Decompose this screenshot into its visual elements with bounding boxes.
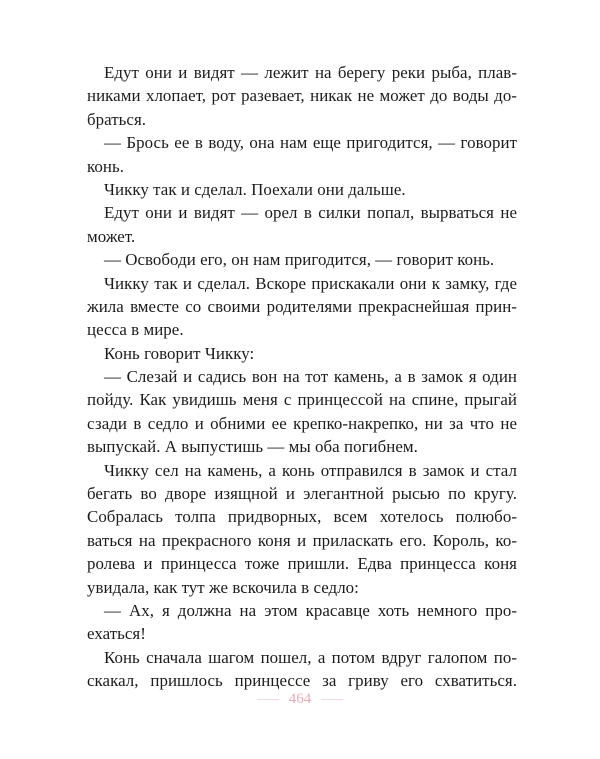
footer-rule-left [257,699,279,700]
text-line: может. [87,226,136,246]
text-line: — Освободи его, он нам пригодится, — говорит конь. [104,250,495,270]
paragraph [87,272,517,342]
text-line: жила вместе со своими родителями прекраснейшая прин- [87,296,517,316]
paragraph [87,646,517,693]
text-line: — Слезай и садись вон на тот камень, а в замок я один [104,367,517,387]
text-line: никами хлопает, рот разевает, никак не может до воды до- [87,86,517,106]
paragraph [87,178,517,201]
text-line: выпускай. А выпустишь — мы оба погибнем. [87,437,418,457]
text-line: ролева и принцесса тоже пришли. Едва принцесса коня [87,554,517,574]
text-line: Собралась толпа придворных, всем хотелось полюбо- [87,507,517,527]
text-line: Чикку так и сделал. Поехали они дальше. [104,179,406,199]
text-line: скакал, пришлось принцессе за гриву его схватиться. [87,671,517,691]
paragraph [87,131,517,178]
paragraph [87,599,517,646]
text-line: браться. [87,109,147,129]
text-line: — Брось ее в воду, она нам еще пригодится, — говорит [104,133,517,153]
text-line: сзади в седло и обними ее крепко-накрепко, ни за что не [87,413,517,433]
paragraph [87,201,517,248]
page-number: 464 [288,690,312,707]
text-line: Конь сначала шагом пошел, а потом вдруг галопом по- [104,647,517,667]
text-line: Конь говорит Чикку: [104,343,255,363]
text-line: бегать во дворе изящной и элегантной рысью по кругу. [87,484,517,504]
text-line: Едут они и видят — орел в силки попал, вырваться не [104,203,517,223]
text-line: — Ах, я должна на этом красавце хоть немного про- [104,600,517,620]
paragraph [87,61,517,131]
text-line: Чикку так и сделал. Вскоре прискакали они к замку, где [104,273,517,293]
paragraph [87,459,517,599]
text-line: ваться на прекрасного коня и приласкать его. Король, ко- [87,530,517,550]
text-line: пойду. Как увидишь меня с принцессой на спине, прыгай [87,390,517,410]
paragraph [87,248,517,271]
text-line: цесса в мире. [87,320,184,340]
footer-rule-right [321,699,343,700]
paragraph [87,342,517,365]
text-line: Чикку сел на камень, а конь отправился в замок и стал [104,460,517,480]
paragraph [87,365,517,459]
page-footer [0,690,600,708]
text-line: ехаться! [87,624,146,644]
body-text [87,61,517,693]
text-line: конь. [87,156,125,176]
text-line: увидала, как тут же вскочила в седло: [87,577,359,597]
text-line: Едут они и видят — лежит на берегу реки рыба, плав- [104,63,517,82]
